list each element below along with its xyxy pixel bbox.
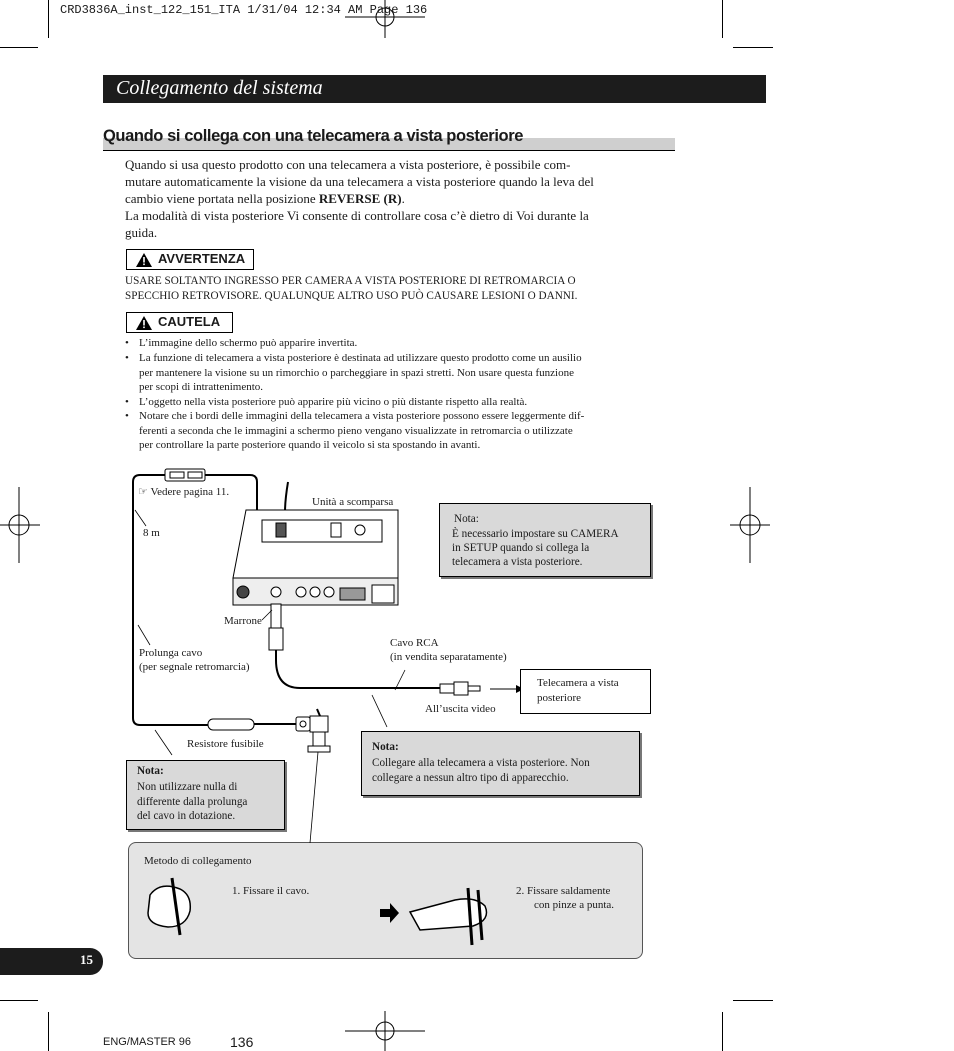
crimp-step-illustration	[148, 878, 487, 945]
intro-line: Quando si usa questo prodotto con una telecamera a vista posteriore, è possibile com-	[125, 157, 571, 172]
fuse-resistor	[208, 719, 254, 730]
step-1-text: 1. Fissare il cavo.	[232, 885, 310, 897]
warning-text: SPECCHIO RETROVISORE. QUALUNQUE ALTRO USO PUÒ CAUSARE LESIONI O DANNI.	[125, 290, 578, 302]
step-2-text: 2. Fissare saldamente con pinze a punta.	[516, 885, 615, 912]
footer-master: ENG/MASTER 96	[103, 1036, 192, 1048]
intro-line: cambio viene portata nella posizione REVERSE (R).	[125, 191, 405, 206]
page-number: 15	[80, 952, 93, 967]
intro-line: guida.	[125, 225, 158, 240]
hand-pointer-icon: ☞	[138, 486, 148, 498]
rear-camera-box: Telecamera a vista posteriore	[520, 669, 651, 714]
caution-label: CAUTELA	[126, 312, 233, 333]
reverse-label: REVERSE (R)	[318, 191, 402, 206]
camera-plug	[440, 682, 480, 695]
extension-label: Prolunga cavo (per segnale retromarcia)	[139, 647, 250, 674]
next-step-arrow-icon	[380, 903, 399, 923]
note-connect-camera: Nota: Collegare alla telecamera a vista posteriore. Non collegare a nessun altro tipo di apparecchio.	[361, 731, 640, 796]
hideaway-unit-label: Unità a scomparsa	[312, 496, 394, 508]
intro-line: mutare automaticamente la visione da una telecamera a vista posteriore quando la leva del	[125, 174, 594, 189]
length-label: 8 m	[143, 527, 160, 539]
fuse-label: Resistore fusibile	[187, 738, 264, 750]
method-title: Metodo di collegamento	[144, 855, 252, 867]
crimp-connector	[308, 716, 330, 752]
warning-label: AVVERTENZA	[126, 249, 254, 270]
inline-connector	[296, 717, 310, 731]
print-header: CRD3836A_inst_122_151_ITA 1/31/04 12:34 AM Page 136	[60, 3, 428, 17]
section-title: Quando si collega con una telecamera a vista posteriore	[103, 127, 523, 145]
hideaway-unit	[233, 510, 398, 605]
warning-text: USARE SOLTANTO INGRESSO PER CAMERA A VISTA POSTERIORE DI RETROMARCIA O	[125, 275, 576, 287]
chapter-title: Collegamento del sistema	[116, 77, 323, 99]
note-camera-setup: Nota: È necessario impostare su CAMERA in SETUP quando si collega la telecamera a vista posteriore.	[439, 503, 651, 577]
intro-line: La modalità di vista posteriore Vi consente di controllare cosa c’è dietro di Voi durante la	[125, 208, 589, 223]
see-page-label: ☞ Vedere pagina 11.	[138, 486, 230, 498]
brown-wire-label: Marrone	[224, 615, 262, 627]
note-extension-cable: Nota: Non utilizzare nulla di differente dalla prolunga del cavo in dotazione.	[126, 760, 285, 830]
extension-connector	[165, 469, 205, 481]
extension-cable	[133, 475, 210, 725]
rca-cable-label: Cavo RCA (in vendita separatamente)	[390, 637, 507, 664]
footer-page: 136	[230, 1034, 254, 1050]
video-output-label: All’uscita video	[425, 703, 496, 715]
